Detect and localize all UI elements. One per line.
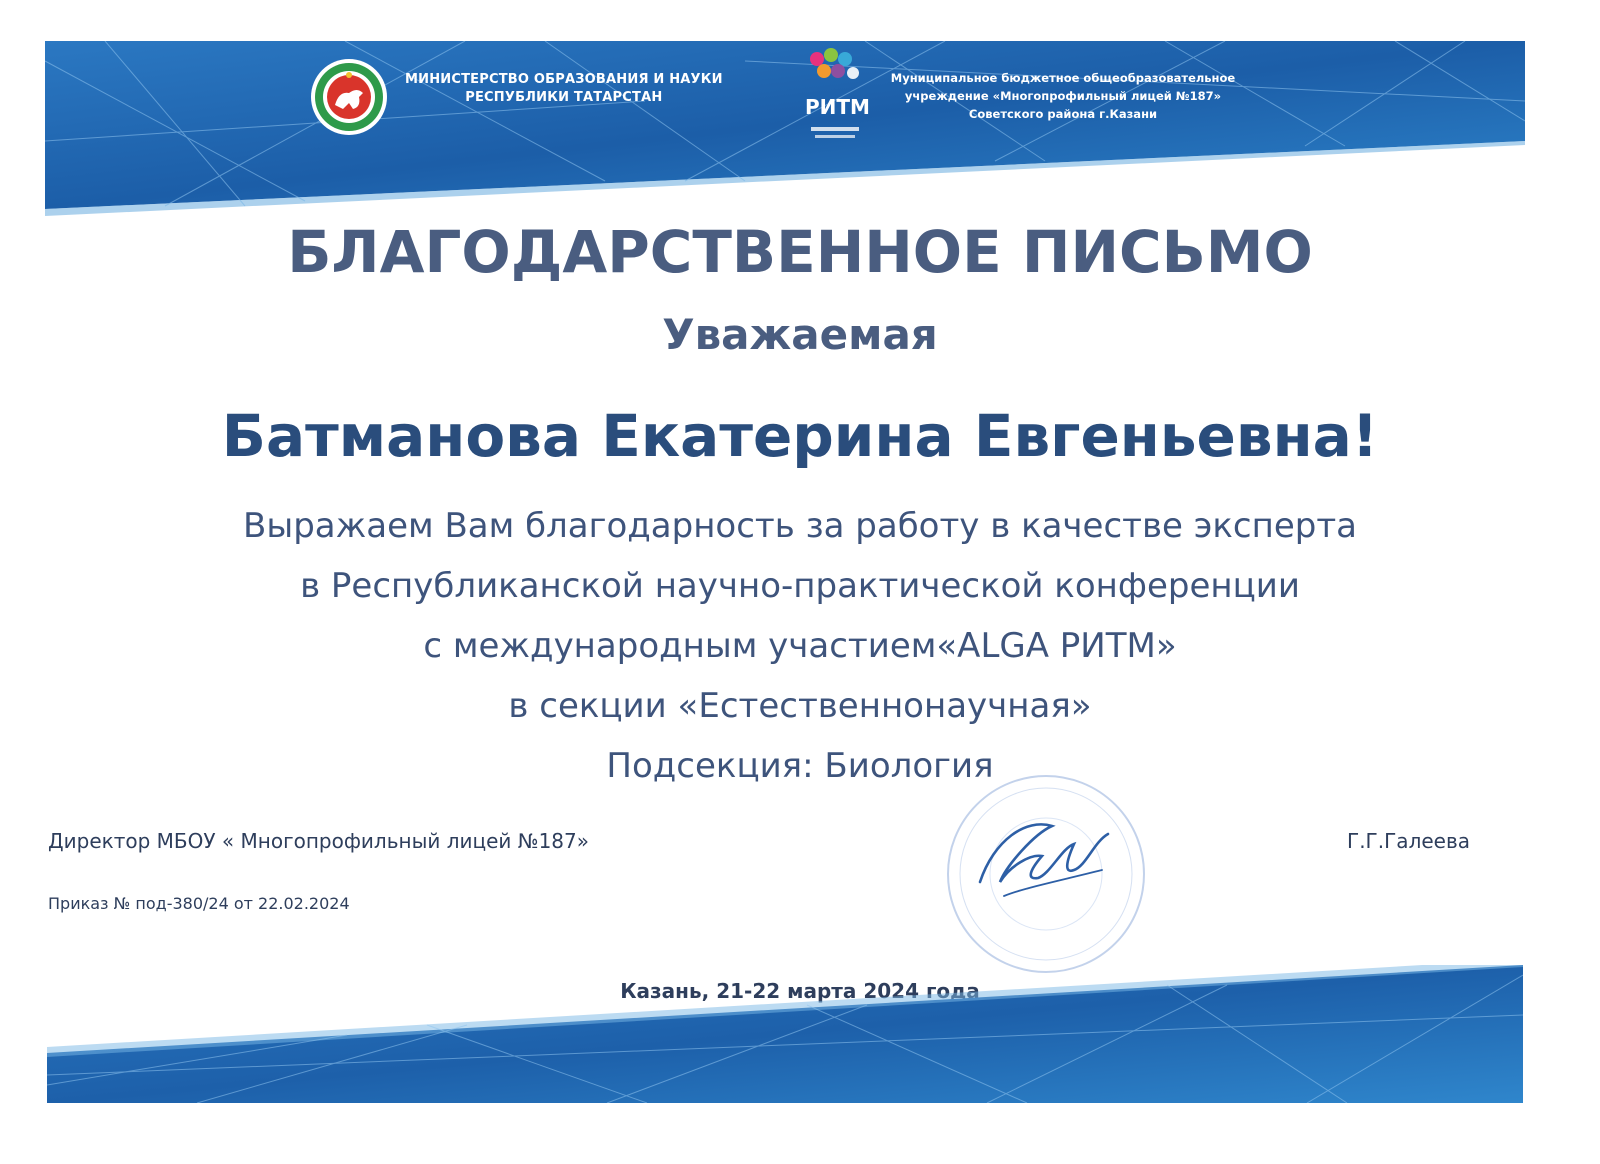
header-banner: [45, 41, 1525, 216]
body-line: Подсекция: Биология: [606, 746, 994, 786]
lyceum-line-1: Муниципальное бюджетное общеобразовательное: [890, 71, 1236, 85]
lyceum-line-2: учреждение «Многопрофильный лицей №187»: [904, 89, 1222, 103]
footer-banner: [47, 965, 1523, 1103]
lyceum-line-3: Советского района г.Казани: [968, 107, 1158, 121]
letter-body: [0, 496, 1600, 796]
body-line: Выражаем Вам благодарность за работу в качестве эксперта: [243, 506, 1357, 546]
body-line: в Республиканской научно-практической конференции: [300, 566, 1300, 606]
official-seal-with-signature: [934, 770, 1154, 980]
ministry-name: [405, 71, 723, 107]
recipient-name: Батманова Екатерина Евгеньевна!: [221, 402, 1379, 470]
tatarstan-emblem-icon: [309, 57, 389, 137]
lyceum-name: [873, 69, 1253, 123]
ministry-line-2: РЕСПУБЛИКИ ТАТАРСТАН: [465, 90, 663, 105]
director-title: Директор МБОУ « Многопрофильный лицей №187»: [48, 829, 589, 853]
director-name: Г.Г.Галеева: [1347, 829, 1470, 853]
body-line: с международным участием«ALGA РИТМ»: [423, 626, 1177, 666]
order-reference: Приказ № под-380/24 от 22.02.2024: [48, 894, 350, 913]
header-banner-background: [45, 41, 1525, 216]
ritm-logo-text: РИТМ: [805, 95, 870, 119]
salutation: Уважаемая: [662, 310, 938, 359]
ministry-line-1: МИНИСТЕРСТВО ОБРАЗОВАНИЯ И НАУКИ: [405, 72, 723, 87]
body-line: в секции «Естественнонаучная»: [508, 686, 1092, 726]
letter-title: БЛАГОДАРСТВЕННОЕ ПИСЬМО: [287, 218, 1313, 286]
city-date: Казань, 21-22 марта 2024 года: [620, 979, 980, 1003]
footer-banner-background: [47, 965, 1523, 1103]
